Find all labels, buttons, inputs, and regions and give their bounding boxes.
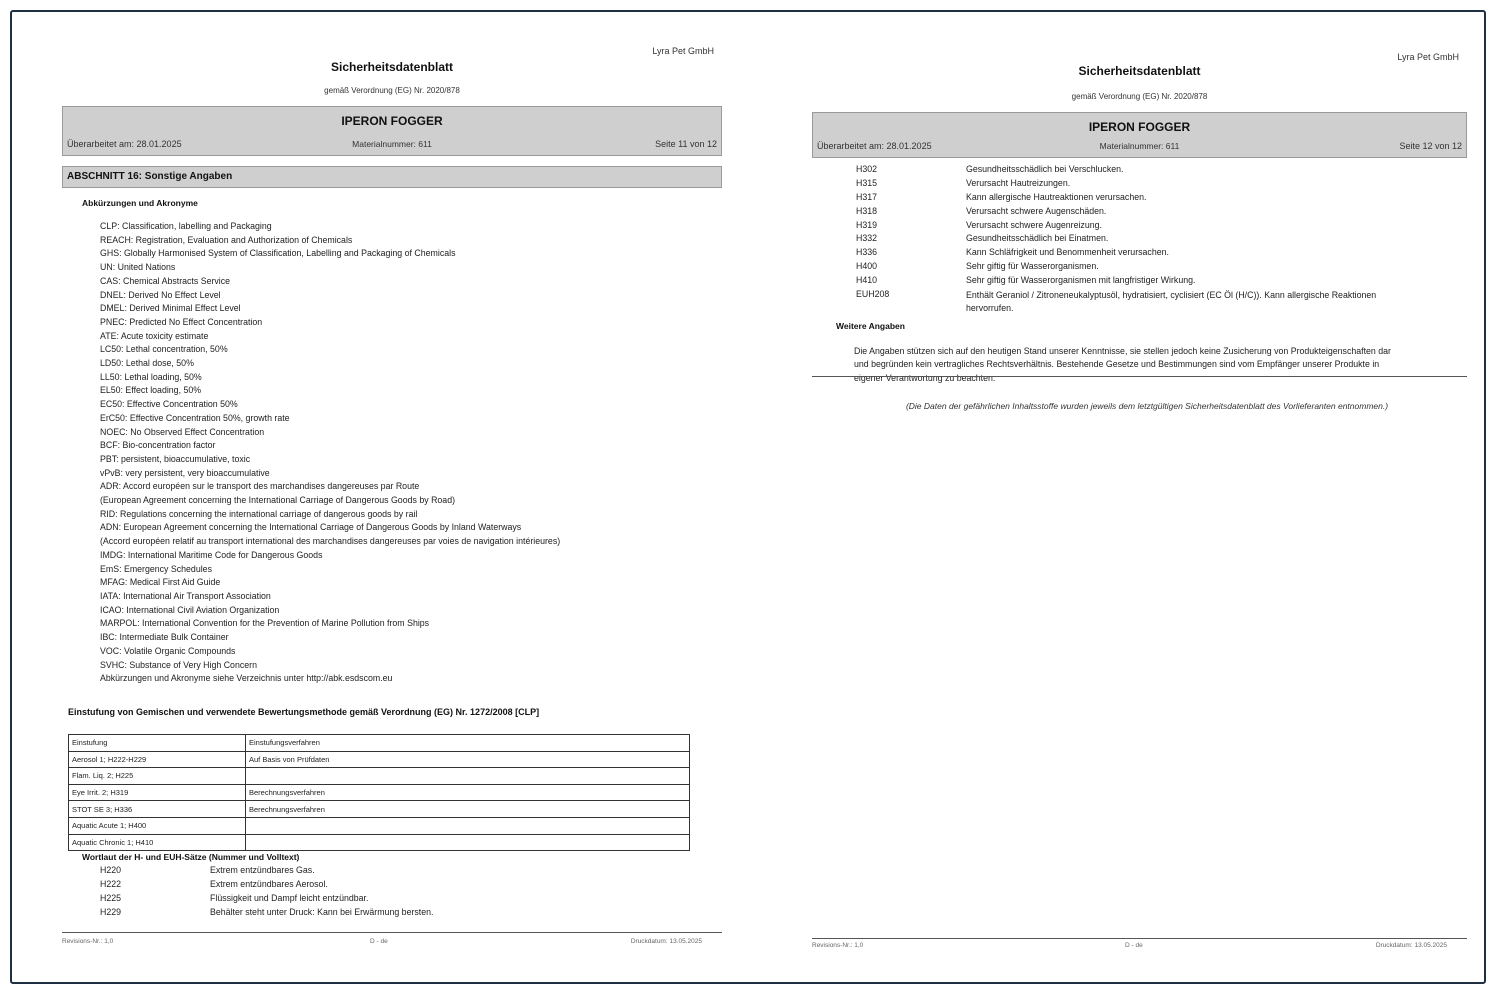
abbreviation-item: (Accord européen relatif au transport international des marchandises dangereuses par voies de navigation intérieures) xyxy=(100,536,561,547)
table-row xyxy=(69,784,690,801)
document-title: Sicherheitsdatenblatt xyxy=(330,60,454,74)
hsatz-text: Verursacht Hautreizungen. xyxy=(966,177,1071,188)
page-number: Seite 11 von 12 xyxy=(655,139,717,149)
company-name: Lyra Pet GmbH xyxy=(652,46,714,56)
supplier-note: (Die Daten der gefährlichen Inhaltsstoffe wurden jeweils dem letztgültigen Sicherheitsdatenblatt des Vorlieferanten entnommen.) xyxy=(905,401,1389,411)
hsatz-code: EUH208 xyxy=(856,289,890,300)
table-cell: Aerosol 1; H222-H229 xyxy=(69,751,246,768)
hsatz-code: H410 xyxy=(856,275,878,286)
table-row xyxy=(69,768,690,785)
footer-revision: Revisions-Nr.: 1,0 xyxy=(62,938,114,945)
abbreviation-item: SVHC: Substance of Very High Concern xyxy=(100,659,257,670)
hsatz-text: Flüssigkeit und Dampf leicht entzündbar. xyxy=(210,892,369,903)
abbreviation-item: Abkürzungen und Akronyme siehe Verzeichnis unter http://abk.esdscom.eu xyxy=(100,673,393,684)
hsatz-heading: Wortlaut der H- und EUH-Sätze (Nummer und Volltext) xyxy=(82,852,300,862)
table-header-row xyxy=(69,735,690,752)
abbreviation-item: LC50: Lethal concentration, 50% xyxy=(100,344,228,355)
hsatz-code: H302 xyxy=(856,164,878,174)
hsatz-item xyxy=(100,864,660,878)
abbreviation-item: ADN: European Agreement concerning the International Carriage of Dangerous Goods by Inland Waterways xyxy=(100,522,522,533)
abbreviation-item: VOC: Volatile Organic Compounds xyxy=(100,645,236,656)
abbreviation-item: NOEC: No Observed Effect Concentration xyxy=(100,426,265,437)
footer-revision: Revisions-Nr.: 1,0 xyxy=(812,942,864,949)
hsatz-text: Kann Schläfrigkeit und Benommenheit verursachen. xyxy=(966,247,1169,258)
hsatz-code: H318 xyxy=(856,205,878,216)
material-number: Materialnummer: 611 xyxy=(352,139,432,149)
abbreviation-item: PNEC: Predicted No Effect Concentration xyxy=(100,316,263,327)
abbreviation-item: UN: United Nations xyxy=(100,262,176,273)
table-row xyxy=(69,751,690,768)
section-divider xyxy=(812,376,1467,377)
hsatz-item xyxy=(856,288,1376,315)
hsatz-text: Verursacht schwere Augenreizung. xyxy=(966,219,1102,230)
table-row xyxy=(69,801,690,818)
section-heading: ABSCHNITT 16: Sonstige Angaben xyxy=(62,166,722,188)
weitere-angaben-text: Die Angaben stützen sich auf den heutigen Stand unserer Kenntnisse, sie stellen jedoch keine Zusicherung von Produkteigenschaften dar und begründen kein vertragliches Rechtsverhältnis. Bestehende Gesetze und Bestimmungen sind vom Empfänger unserer Produkte in eigener Verantwortung zu beachten. xyxy=(854,346,1391,383)
document-viewer xyxy=(10,10,1486,984)
abbreviation-item: RID: Regulations concerning the international carriage of dangerous goods by rail xyxy=(100,508,418,519)
hsatz-item xyxy=(856,232,1376,246)
table-cell: STOT SE 3; H336 xyxy=(69,801,246,818)
hsatz-code: H332 xyxy=(856,233,878,244)
table-cell xyxy=(246,768,690,785)
hsatz-item xyxy=(856,260,1376,274)
hsatz-code: H225 xyxy=(100,892,122,903)
classification-table xyxy=(68,734,690,851)
table-cell: Eye Irrit. 2; H319 xyxy=(69,784,246,801)
page-number: Seite 12 von 12 xyxy=(1399,141,1462,151)
footer-language: D - de xyxy=(1125,942,1143,949)
product-name: IPERON FOGGER xyxy=(1088,120,1191,134)
weitere-angaben-heading: Weitere Angaben xyxy=(836,321,905,331)
table-header-cell: Einstufung xyxy=(69,735,246,752)
table-cell: Aquatic Chronic 1; H410 xyxy=(69,834,246,851)
hsatz-item xyxy=(100,906,660,920)
hsatz-text: Enthält Geraniol / Zitroneneukalyptusöl, hydratisiert, cyclisiert (EC Öl (H/C)). Kann allergische Reaktionen hervorrufen. xyxy=(966,290,1377,314)
footer-divider xyxy=(812,938,1467,939)
abbreviation-item: IMDG: International Maritime Code for Dangerous Goods xyxy=(100,549,323,560)
footer-print-date: Druckdatum: 13.05.2025 xyxy=(630,938,702,945)
hsatz-code: H400 xyxy=(856,261,878,272)
hsatz-text: Kann allergische Hautreaktionen verursachen. xyxy=(966,191,1147,202)
hsatz-text: Gesundheitsschädlich bei Verschlucken. xyxy=(966,164,1124,174)
hsatz-text: Sehr giftig für Wasserorganismen. xyxy=(966,261,1099,272)
footer-divider xyxy=(62,932,722,933)
hsatz-code: H315 xyxy=(856,177,878,188)
table-cell: Berechnungsverfahren xyxy=(246,784,690,801)
table-row xyxy=(69,834,690,851)
hsatz-code: H317 xyxy=(856,191,878,202)
hsatz-item xyxy=(856,246,1376,260)
abbreviation-item: ErC50: Effective Concentration 50%, growth rate xyxy=(100,412,290,423)
hsatz-code: H222 xyxy=(100,878,122,889)
abbreviation-item: ADR: Accord européen sur le transport des marchandises dangereuses par Route xyxy=(100,481,420,492)
abbreviation-item: ATE: Acute toxicity estimate xyxy=(100,330,209,341)
table-header-cell: Einstufungsverfahren xyxy=(246,735,690,752)
abbreviation-item: LL50: Lethal loading, 50% xyxy=(100,371,202,382)
hsatz-code: H319 xyxy=(856,219,878,230)
hsatz-code: H336 xyxy=(856,247,878,258)
hsatz-item xyxy=(856,219,1376,233)
abbreviation-item: LD50: Lethal dose, 50% xyxy=(100,358,194,369)
abbreviation-item: MARPOL: International Convention for the Prevention of Marine Pollution from Ships xyxy=(100,618,430,629)
hsatz-item xyxy=(856,177,1376,191)
table-row xyxy=(69,817,690,834)
abbreviation-item: EL50: Effect loading, 50% xyxy=(100,385,202,396)
abbreviation-item: IBC: Intermediate Bulk Container xyxy=(100,632,229,643)
hsatz-text: Extrem entzündbares Aerosol. xyxy=(210,878,328,889)
hsatz-item xyxy=(100,892,660,906)
table-cell xyxy=(246,834,690,851)
product-name: IPERON FOGGER xyxy=(341,114,443,128)
abbreviations-heading: Abkürzungen und Akronyme xyxy=(82,198,198,208)
hsatz-item xyxy=(856,274,1376,288)
abbreviation-item: GHS: Globally Harmonised System of Classification, Labelling and Packaging of Chemicals xyxy=(100,248,456,259)
company-name: Lyra Pet GmbH xyxy=(1397,52,1459,62)
abbreviation-item: ICAO: International Civil Aviation Organization xyxy=(100,604,280,615)
abbreviation-item: REACH: Registration, Evaluation and Authorization of Chemicals xyxy=(100,234,353,245)
hsatz-item xyxy=(856,163,1376,177)
hsatz-code: H229 xyxy=(100,906,122,917)
classification-heading: Einstufung von Gemischen und verwendete Bewertungsmethode gemäß Verordnung (EG) Nr. 1272/2008 [CLP] xyxy=(68,707,540,717)
hsatz-list xyxy=(856,163,1376,315)
abbreviation-item: DNEL: Derived No Effect Level xyxy=(100,289,221,300)
hsatz-item xyxy=(100,878,660,892)
hsatz-text: Sehr giftig für Wasserorganismen mit langfristiger Wirkung. xyxy=(966,275,1196,286)
hsatz-text: Extrem entzündbares Gas. xyxy=(210,865,315,875)
material-number: Materialnummer: 611 xyxy=(1099,141,1180,151)
hsatz-item xyxy=(856,191,1376,205)
product-header-box xyxy=(812,112,1467,158)
abbreviation-item: EC50: Effective Concentration 50% xyxy=(100,399,238,410)
table-cell: Aquatic Acute 1; H400 xyxy=(69,817,246,834)
abbreviation-item: vPvB: very persistent, very bioaccumulative xyxy=(100,467,270,478)
abbreviation-item: EmS: Emergency Schedules xyxy=(100,563,212,574)
product-header-box xyxy=(62,106,722,156)
abbreviation-item: PBT: persistent, bioaccumulative, toxic xyxy=(100,453,251,464)
table-cell xyxy=(246,817,690,834)
table-cell: Auf Basis von Prüfdaten xyxy=(246,751,690,768)
abbreviation-item: IATA: International Air Transport Association xyxy=(100,590,271,601)
abbreviation-item: MFAG: Medical First Aid Guide xyxy=(100,577,221,588)
footer-language: D - de xyxy=(370,938,388,945)
abbreviation-item: BCF: Bio-concentration factor xyxy=(100,440,216,451)
table-cell: Flam. Liq. 2; H225 xyxy=(69,768,246,785)
abbreviations-list xyxy=(100,220,680,686)
footer-print-date: Druckdatum: 13.05.2025 xyxy=(1375,942,1447,949)
regulation-subtitle: gemäß Verordnung (EG) Nr. 2020/878 xyxy=(1071,92,1208,101)
hsatz-item xyxy=(856,205,1376,219)
hsatz-text: Verursacht schwere Augenschäden. xyxy=(966,205,1107,216)
table-cell: Berechnungsverfahren xyxy=(246,801,690,818)
hsatz-text: Gesundheitsschädlich bei Einatmen. xyxy=(966,233,1109,244)
document-title: Sicherheitsdatenblatt xyxy=(1078,64,1201,78)
hsatz-text: Behälter steht unter Druck: Kann bei Erwärmung bersten. xyxy=(210,906,434,917)
hsatz-list xyxy=(100,864,660,920)
abbreviation-item: CLP: Classification, labelling and Packaging xyxy=(100,221,272,231)
abbreviation-item: (European Agreement concerning the International Carriage of Dangerous Goods by Road) xyxy=(100,495,456,506)
revised-date: Überarbeitet am: 28.01.2025 xyxy=(817,141,932,151)
hsatz-code: H220 xyxy=(100,865,122,875)
revised-date: Überarbeitet am: 28.01.2025 xyxy=(67,139,182,149)
regulation-subtitle: gemäß Verordnung (EG) Nr. 2020/878 xyxy=(324,86,460,95)
abbreviation-item: DMEL: Derived Minimal Effect Level xyxy=(100,303,241,314)
abbreviation-item: CAS: Chemical Abstracts Service xyxy=(100,275,231,286)
